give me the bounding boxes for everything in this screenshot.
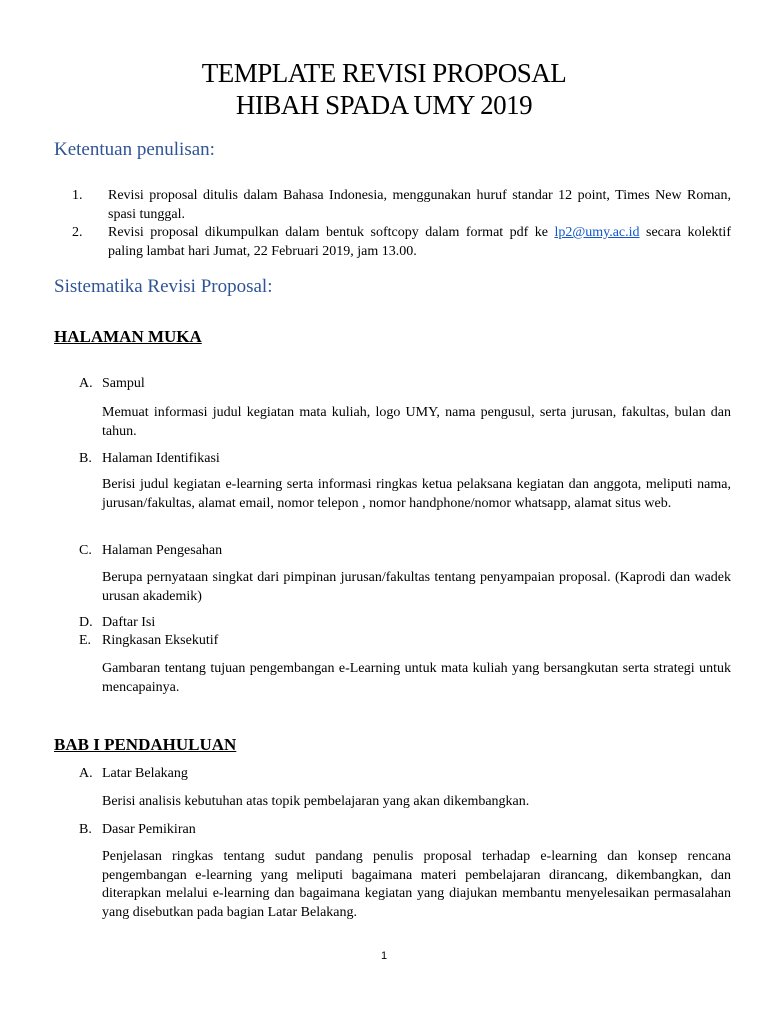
document-title-line-1: TEMPLATE REVISI PROPOSAL <box>201 58 567 88</box>
ketentuan-item-2-text-after: secara kolektif paling lambat hari Jumat, 22 Februari 2019, jam 13.00. <box>108 225 731 259</box>
halaman-muka-heading: HALAMAN MUKA <box>54 327 202 346</box>
sistematika-heading: Sistematika Revisi Proposal: <box>54 276 273 297</box>
halaman-muka-item-a-label: Sampul <box>102 376 145 391</box>
halaman-muka-item-a-desc: Memuat informasi judul kegiatan mata kuliah, logo UMY, nama pengusul, serta jurusan, fakultas, bulan dan tahun. <box>102 405 731 439</box>
halaman-muka-item-c-letter: C. <box>79 543 92 558</box>
bab-1-heading: BAB I PENDAHULUAN <box>54 735 237 754</box>
halaman-muka-item-b-letter: B. <box>79 451 92 466</box>
bab-1-item-a-letter: A. <box>79 766 93 781</box>
halaman-muka-item-e-desc: Gambaran tentang tujuan pengembangan e-Learning untuk mata kuliah yang bersangkutan serta strategi untuk mencapainya. <box>102 661 731 695</box>
halaman-muka-item-e-letter: E. <box>79 633 92 648</box>
bab-1-item-a-desc: Berisi analisis kebutuhan atas topik pembelajaran yang akan dikembangkan. <box>102 794 530 809</box>
ketentuan-item-2-text-before: Revisi proposal dikumpulkan dalam bentuk softcopy dalam format pdf ke <box>108 225 555 240</box>
bab-1-item-a-label: Latar Belakang <box>102 766 188 781</box>
halaman-muka-item-c-label: Halaman Pengesahan <box>102 543 223 558</box>
halaman-muka-item-c-desc: Berupa pernyataan singkat dari pimpinan jurusan/fakultas tentang penyampaian proposal. (Kaprodi dan wadek urusan akademik) <box>102 570 731 604</box>
bab-1-item-b-desc: Penjelasan ringkas tentang sudut pandang penulis proposal terhadap e-learning dan konsep rencana pengembangan e-learning yang meliputi bagaimana materi pembelajaran dirancang, dikembangkan, dan diterapkan melalui e-learning dan bagaimana kegiatan yang diajukan membantu menyelesaikan permasalahan yang disebutkan pada bagian Latar Belakang. <box>102 849 731 920</box>
document-title-line-2: HIBAH SPADA UMY 2019 <box>235 90 533 120</box>
halaman-muka-item-a-letter: A. <box>79 376 93 391</box>
email-link[interactable]: lp2@umy.ac.id <box>554 225 640 240</box>
halaman-muka-item-d-label: Daftar Isi <box>102 615 156 630</box>
ketentuan-item-2-text <box>108 224 731 261</box>
halaman-muka-item-b-desc: Berisi judul kegiatan e-learning serta informasi ringkas ketua pelaksana kegiatan dan anggota, meliputi nama, jurusan/fakultas, alamat email, nomor telepon , nomor handphone/nomor whatsapp, alamat situs web. <box>102 477 731 511</box>
halaman-muka-item-d-letter: D. <box>79 615 93 630</box>
ketentuan-item-2-number: 2. <box>72 225 83 240</box>
halaman-muka-item-b-label: Halaman Identifikasi <box>102 451 220 466</box>
ketentuan-item-1-text: Revisi proposal ditulis dalam Bahasa Indonesia, menggunakan huruf standar 12 point, Times New Roman, spasi tunggal. <box>108 188 731 222</box>
ketentuan-heading: Ketentuan penulisan: <box>54 139 215 160</box>
bab-1-item-b-label: Dasar Pemikiran <box>102 822 196 837</box>
page-number: 1 <box>380 950 388 962</box>
halaman-muka-item-e-label: Ringkasan Eksekutif <box>102 633 219 648</box>
bab-1-item-b-letter: B. <box>79 822 92 837</box>
ketentuan-item-1-number: 1. <box>72 188 83 203</box>
